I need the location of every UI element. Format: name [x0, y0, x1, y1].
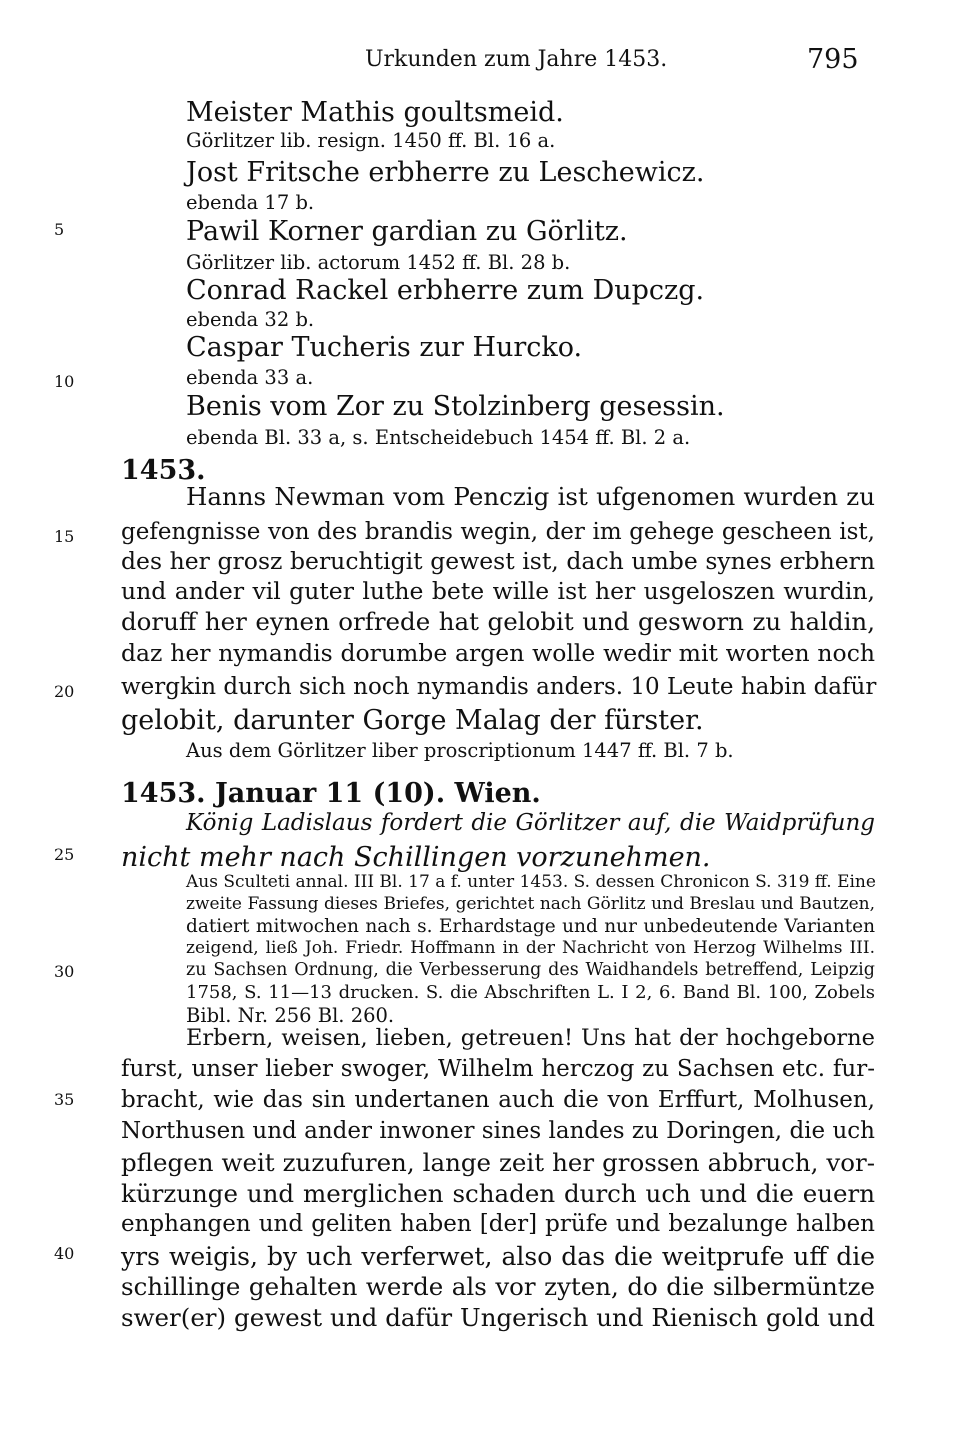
entry-text-line: Hanns Newman vom Penczig ist ufgenomen wurden zu: [186, 482, 875, 511]
regest-line: König Ladislaus fordert die Görlitzer auf, die Waidprüfung: [186, 810, 875, 836]
document-text-line: kürzunge und merglichen schaden durch uch und die euern: [121, 1179, 875, 1208]
running-title: Urkunden zum Jahre 1453.: [365, 47, 668, 72]
document-text-line: yrs weigis, by uch verferwet, also das die weitprufe uff die: [121, 1242, 875, 1271]
source-note-line: zu Sachsen Ordnung, die Verbesserung des Waidhandels betreffend, Leipzig: [186, 960, 875, 980]
source-note-line: zweite Fassung dieses Briefes, gerichtet nach Görlitz und Breslau und Bautzen,: [186, 894, 875, 914]
entry-text-line: wergkin durch sich noch nymandis anders. 10 Leute habin dafür: [121, 674, 877, 700]
document-text-line: swer(er) gewest und dafür Ungerisch und Rienisch gold und: [121, 1303, 875, 1332]
line-number: 30: [54, 962, 75, 981]
document-text-line: furst, unser lieber swoger, Wilhelm herczog zu Sachsen etc. fur-: [121, 1056, 875, 1082]
source-note-line: zeigend, ließ Joh. Friedr. Hoffmann in der Nachricht von Herzog Wilhelms III.: [186, 938, 875, 958]
document-text-line: Erbern, weisen, lieben, getreuen! Uns hat der hochgeborne: [186, 1025, 875, 1051]
page-number: 795: [807, 44, 859, 75]
source-note-line: Aus Sculteti annal. III Bl. 17 a f. unter 1453. S. dessen Chronicon S. 319 ff. Eine: [186, 872, 876, 892]
source-note-line: 1758, S. 11—13 drucken. S. die Abschriften L. I 2, 6. Band Bl. 100, Zobels: [186, 982, 875, 1003]
document-text-line: schillinge gehalten werde als vor zyten, do die silbermüntze: [121, 1272, 875, 1301]
name-source: ebenda 33 a.: [186, 366, 314, 389]
line-number: 40: [54, 1244, 75, 1263]
entry-text-line: gelobit, darunter Gorge Malag der fürster.: [121, 705, 704, 736]
entry-text-line: des her grosz beruchtigit gewest ist, dach umbe synes erbhern: [121, 547, 875, 575]
document-text-line: bracht, wie das sin undertanen auch die von Erffurt, Molhusen,: [121, 1087, 875, 1113]
name-source: ebenda Bl. 33 a, s. Entscheidebuch 1454 ff. Bl. 2 a.: [186, 426, 691, 449]
document-text-line: Northusen und ander inwoner sines landes zu Doringen, die uch: [121, 1118, 875, 1144]
regest-line: nicht mehr nach Schillingen vorzunehmen.: [121, 842, 711, 873]
name-entry: Jost Fritsche erbherre zu Leschewicz.: [186, 157, 705, 188]
document-heading: 1453. Januar 11 (10). Wien.: [121, 778, 541, 809]
entry-text-line: gefengnisse von des brandis wegin, der im gehege gescheen ist,: [121, 519, 875, 545]
entry-source: Aus dem Görlitzer liber proscriptionum 1447 ff. Bl. 7 b.: [186, 739, 734, 762]
document-text-line: enphangen und geliten haben [der] prüfe und bezalunge halben: [121, 1211, 875, 1237]
name-entry: Caspar Tucheris zur Hurcko.: [186, 332, 583, 363]
entry-text-line: daz her nymandis dorumbe argen wolle wedir mit worten noch: [121, 639, 875, 667]
name-entry: Benis vom Zor zu Stolzinberg gesessin.: [186, 391, 725, 422]
line-number: 5: [54, 220, 65, 239]
name-entry: Conrad Rackel erbherre zum Dupczg.: [186, 275, 705, 306]
name-source: ebenda 17 b.: [186, 191, 315, 214]
document-text-line: pflegen weit zuzufuren, lange zeit her grossen abbruch, vor-: [121, 1148, 875, 1177]
entry-year: 1453.: [121, 455, 206, 486]
entry-text-line: und ander vil guter luthe bete wille ist her usgeloszen wurdin,: [121, 577, 875, 605]
name-entry: Pawil Korner gardian zu Görlitz.: [186, 216, 628, 247]
name-source: Görlitzer lib. resign. 1450 ff. Bl. 16 a.: [186, 129, 556, 152]
line-number: 10: [54, 372, 75, 391]
name-source: Görlitzer lib. actorum 1452 ff. Bl. 28 b.: [186, 251, 571, 274]
name-entry: Meister Mathis goultsmeid.: [186, 97, 564, 128]
line-number: 20: [54, 682, 75, 701]
source-note-line: Bibl. Nr. 256 Bl. 260.: [186, 1004, 395, 1027]
name-source: ebenda 32 b.: [186, 308, 315, 331]
entry-text-line: doruff her eynen orfrede hat gelobit und gesworn zu haldin,: [121, 607, 875, 636]
source-note-line: datiert mitwochen nach s. Erhardstage und nur unbedeutende Varianten: [186, 916, 875, 937]
line-number: 25: [54, 845, 75, 864]
line-number: 15: [54, 527, 75, 546]
line-number: 35: [54, 1090, 75, 1109]
